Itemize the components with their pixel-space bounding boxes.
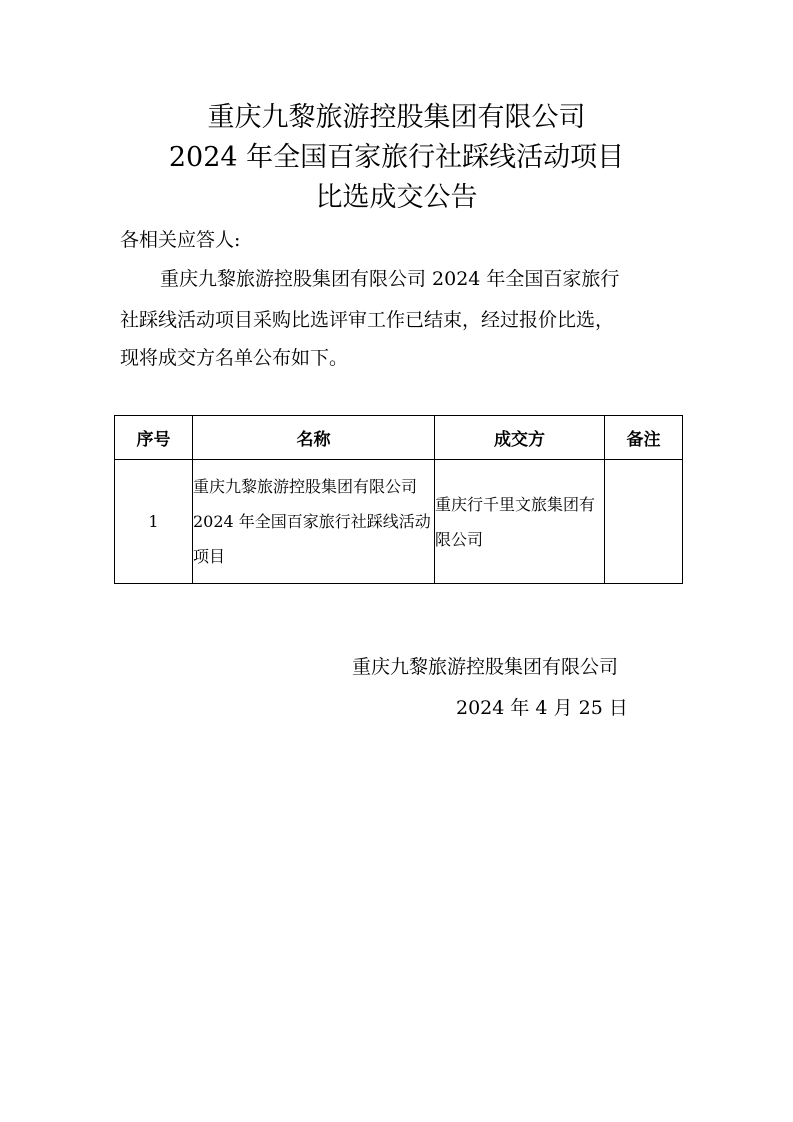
title-line-3: 比选成交公告 <box>315 182 478 213</box>
header-remark: 备注 <box>605 416 683 460</box>
cell-name: 重庆九黎旅游控股集团有限公司 2024 年全国百家旅行社踩线活动项目 <box>193 460 435 584</box>
cell-remark <box>605 460 683 584</box>
header-seq: 序号 <box>115 416 193 460</box>
header-winner: 成交方 <box>435 416 605 460</box>
signature-org: 重庆九黎旅游控股集团有限公司 <box>352 656 619 678</box>
result-table <box>114 415 683 584</box>
signature-date: 2024 年 4 月 25 日 <box>456 697 628 719</box>
body-line-2: 社踩线活动项目采购比选评审工作已结束，经过报价比选， <box>120 309 615 331</box>
table-header-row <box>115 416 683 460</box>
body-line-1: 重庆九黎旅游控股集团有限公司 2024 年全国百家旅行 <box>160 268 620 290</box>
title-line-1: 重庆九黎旅游控股集团有限公司 <box>207 102 586 133</box>
cell-seq: 1 <box>115 460 193 584</box>
title-line-2: 2024 年全国百家旅行社踩线活动项目 <box>168 142 625 173</box>
table-row <box>115 460 683 584</box>
body-line-3: 现将成交方名单公布如下。 <box>120 347 349 369</box>
header-name: 名称 <box>193 416 435 460</box>
salutation: 各相关应答人: <box>120 229 241 251</box>
cell-winner: 重庆行千里文旅集团有限公司 <box>435 460 605 584</box>
